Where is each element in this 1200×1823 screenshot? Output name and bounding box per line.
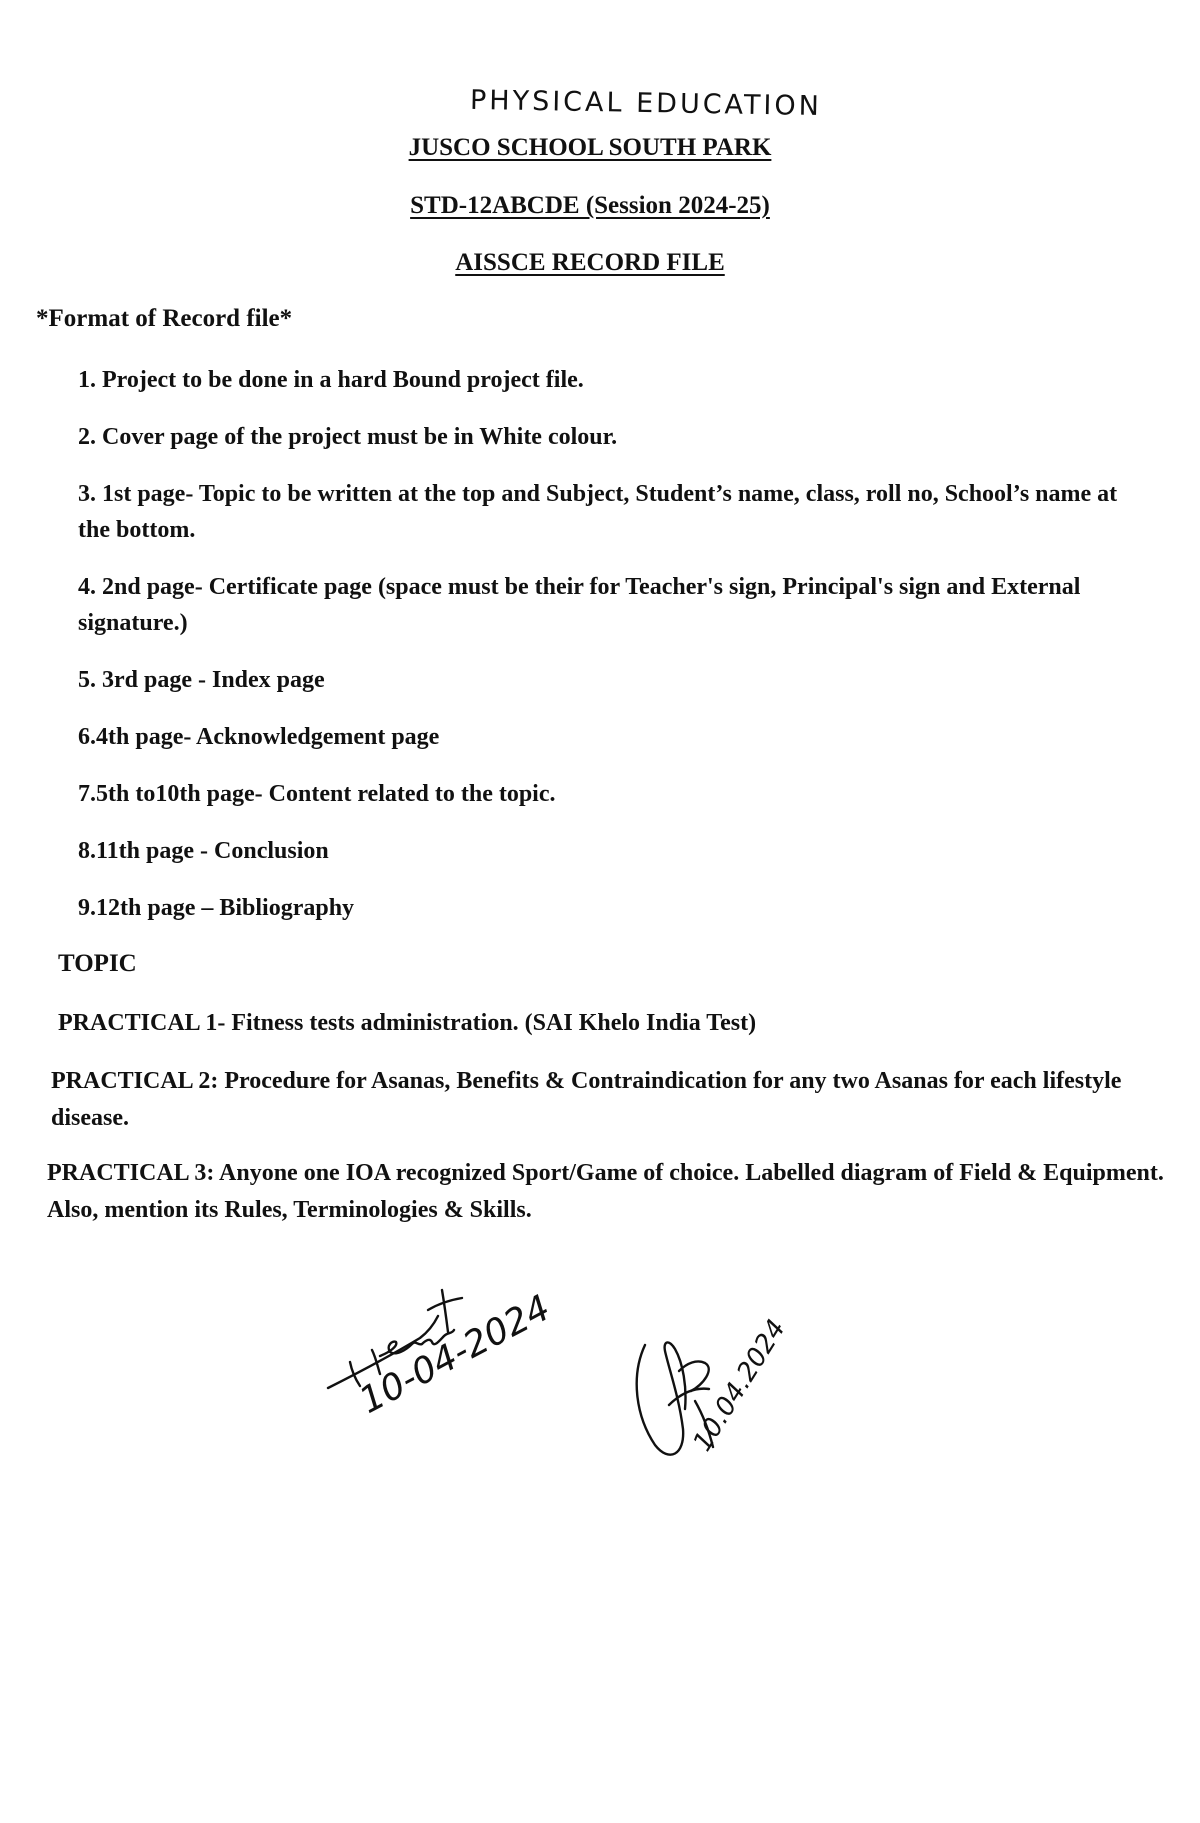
- school-name-heading: JUSCO SCHOOL SOUTH PARK: [408, 134, 772, 161]
- format-item: 2. Cover page of the project must be in White colour.: [78, 424, 618, 450]
- left-signature-date: 10-04-2024: [352, 1287, 557, 1422]
- format-items-list: [78, 362, 1138, 947]
- format-item: 3. 1st page- Topic to be written at the top and Subject, Student’s name, class, roll no, School’s name at the bottom.: [78, 481, 1118, 543]
- practical-item: PRACTICAL 3: Anyone one IOA recognized Sport/Game of choice. Labelled diagram of Field & Equipment. Also, mention its Rules, Terminologies & Skills.: [47, 1160, 1164, 1223]
- practical-item: PRACTICAL 2: Procedure for Asanas, Benefits & Contraindication for any two Asanas for each lifestyle disease.: [51, 1068, 1122, 1131]
- handwritten-subject-title: PHYSICAL EDUCATION: [469, 84, 823, 123]
- format-item: 6.4th page- Acknowledgement page: [78, 724, 440, 750]
- format-heading: *Format of Record file*: [36, 305, 293, 332]
- format-item: 9.12th page – Bibliography: [78, 895, 355, 921]
- right-signature-date: 10.04.2024: [687, 1314, 792, 1457]
- left-signature: [320, 1280, 580, 1420]
- practical-item: PRACTICAL 1- Fitness tests administration. (SAI Khelo India Test): [58, 1010, 757, 1036]
- topic-label: TOPIC: [58, 950, 137, 977]
- standard-session-heading: STD-12ABCDE (Session 2024-25): [410, 192, 770, 219]
- format-item: 8.11th page - Conclusion: [78, 838, 329, 864]
- right-signature: [625, 1305, 825, 1475]
- format-item: 1. Project to be done in a hard Bound project file.: [78, 367, 584, 393]
- document-title-heading: AISSCE RECORD FILE: [455, 249, 725, 276]
- format-item: 7.5th to10th page- Content related to the topic.: [78, 781, 556, 807]
- format-item: 5. 3rd page - Index page: [78, 667, 325, 693]
- format-item: 4. 2nd page- Certificate page (space must be their for Teacher's sign, Principal's sign and External signature.): [78, 574, 1081, 636]
